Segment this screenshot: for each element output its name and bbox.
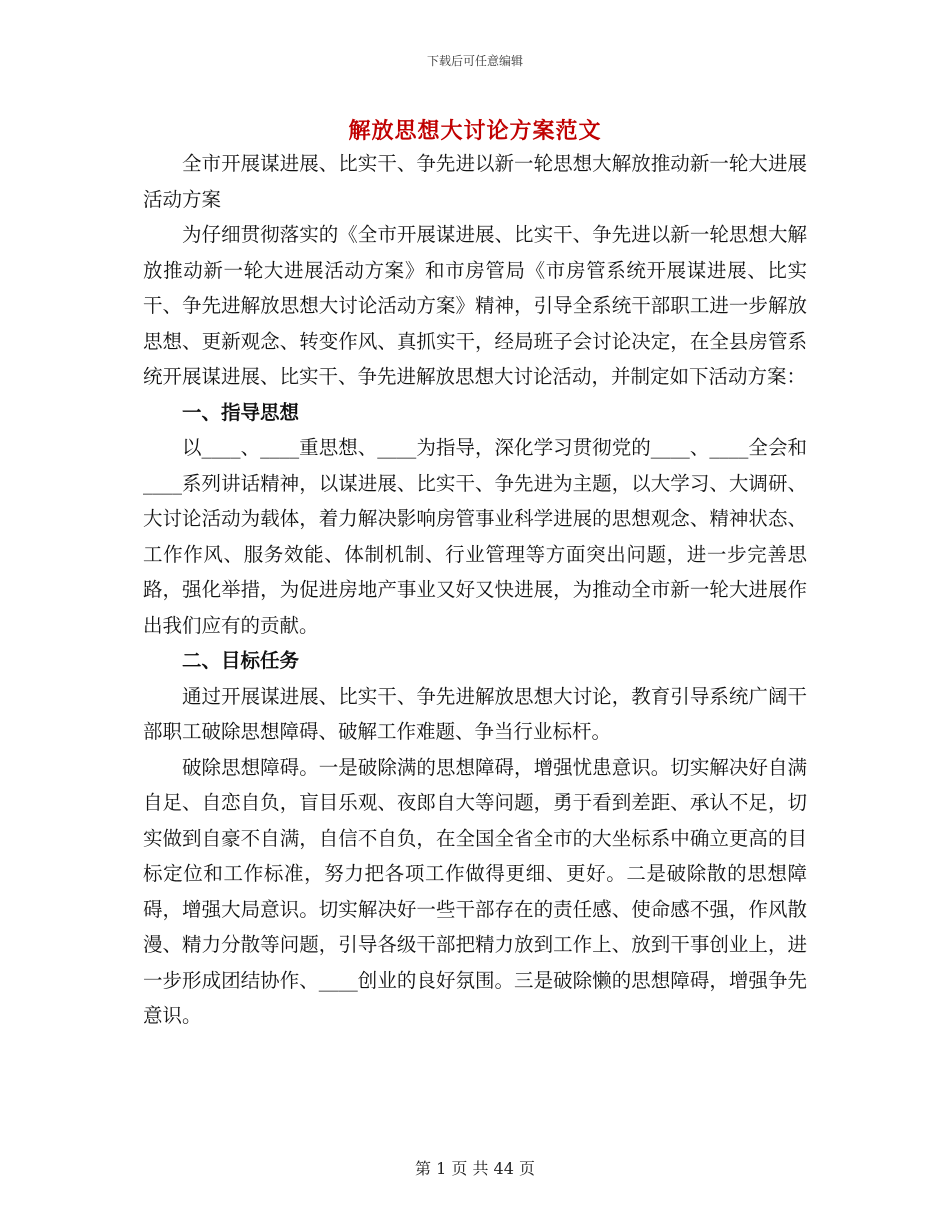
page-number: 第 1 页 共 44 页 [415, 1159, 535, 1178]
document-body [143, 146, 807, 1034]
header-note: 下载后可任意编辑 [426, 54, 523, 68]
paragraph-break-barriers: 破除思想障碍。一是破除满的思想障碍，增强忧患意识。切实解决好自满自足、自恋自负，盲目乐观、夜郎自大等问题，勇于看到差距、承认不足，切实做到自豪不自满，自信不自负，在全国全省全市的大坐标系中确立更高的目标定位和工作标准，努力把各项工作做得更细、更好。二是破除散的思想障碍，增强大局意识。切实解决好一些干部存在的责任感、使命感不强，作风散漫、精力分散等问题，引导各级干部把精力放到工作上、放到干事创业上，进一步形成团结协作、____创业的良好氛围。三是破除懒的思想障碍，增强争先意识。 [143, 755, 807, 1027]
heading-guiding-thought: 一、指导思想 [182, 400, 300, 424]
paragraph-guiding-thought: 以____、____重思想、____为指导，深化学习贯彻党的____、____全会和____系列讲话精神，以谋进展、比实干、争先进为主题，以大学习、大调研、大讨论活动为载体，着力解决影响房管事业科学进展的思想观念、精神状态、工作作风、服务效能、体制机制、行业管理等方面突出问题，进一步完善思路，强化举措，为促进房地产事业又好又快进展，为推动全市新一轮大进展作出我们应有的贡献。 [143, 436, 807, 637]
paragraph-intro: 为仔细贯彻落实的《全市开展谋进展、比实干、争先进以新一轮思想大解放推动新一轮大进展活动方案》和市房管局《市房管系统开展谋进展、比实干、争先进解放思想大讨论活动方案》精神，引导全系统干部职工进一步解放思想、更新观念、转变作风、真抓实干，经局班子会讨论决定，在全县房管系统开展谋进展、比实干、争先进解放思想大讨论活动，并制定如下活动方案： [143, 223, 807, 388]
paragraph-plan-name: 全市开展谋进展、比实干、争先进以新一轮思想大解放推动新一轮大进展活动方案 [143, 152, 807, 211]
document-title: 解放思想大讨论方案范文 [348, 118, 602, 144]
paragraph-goals: 通过开展谋进展、比实干、争先进解放思想大讨论，教育引导系统广阔干部职工破除思想障碍、破解工作难题、争当行业标杆。 [143, 684, 807, 743]
heading-goals: 二、目标任务 [182, 649, 300, 672]
